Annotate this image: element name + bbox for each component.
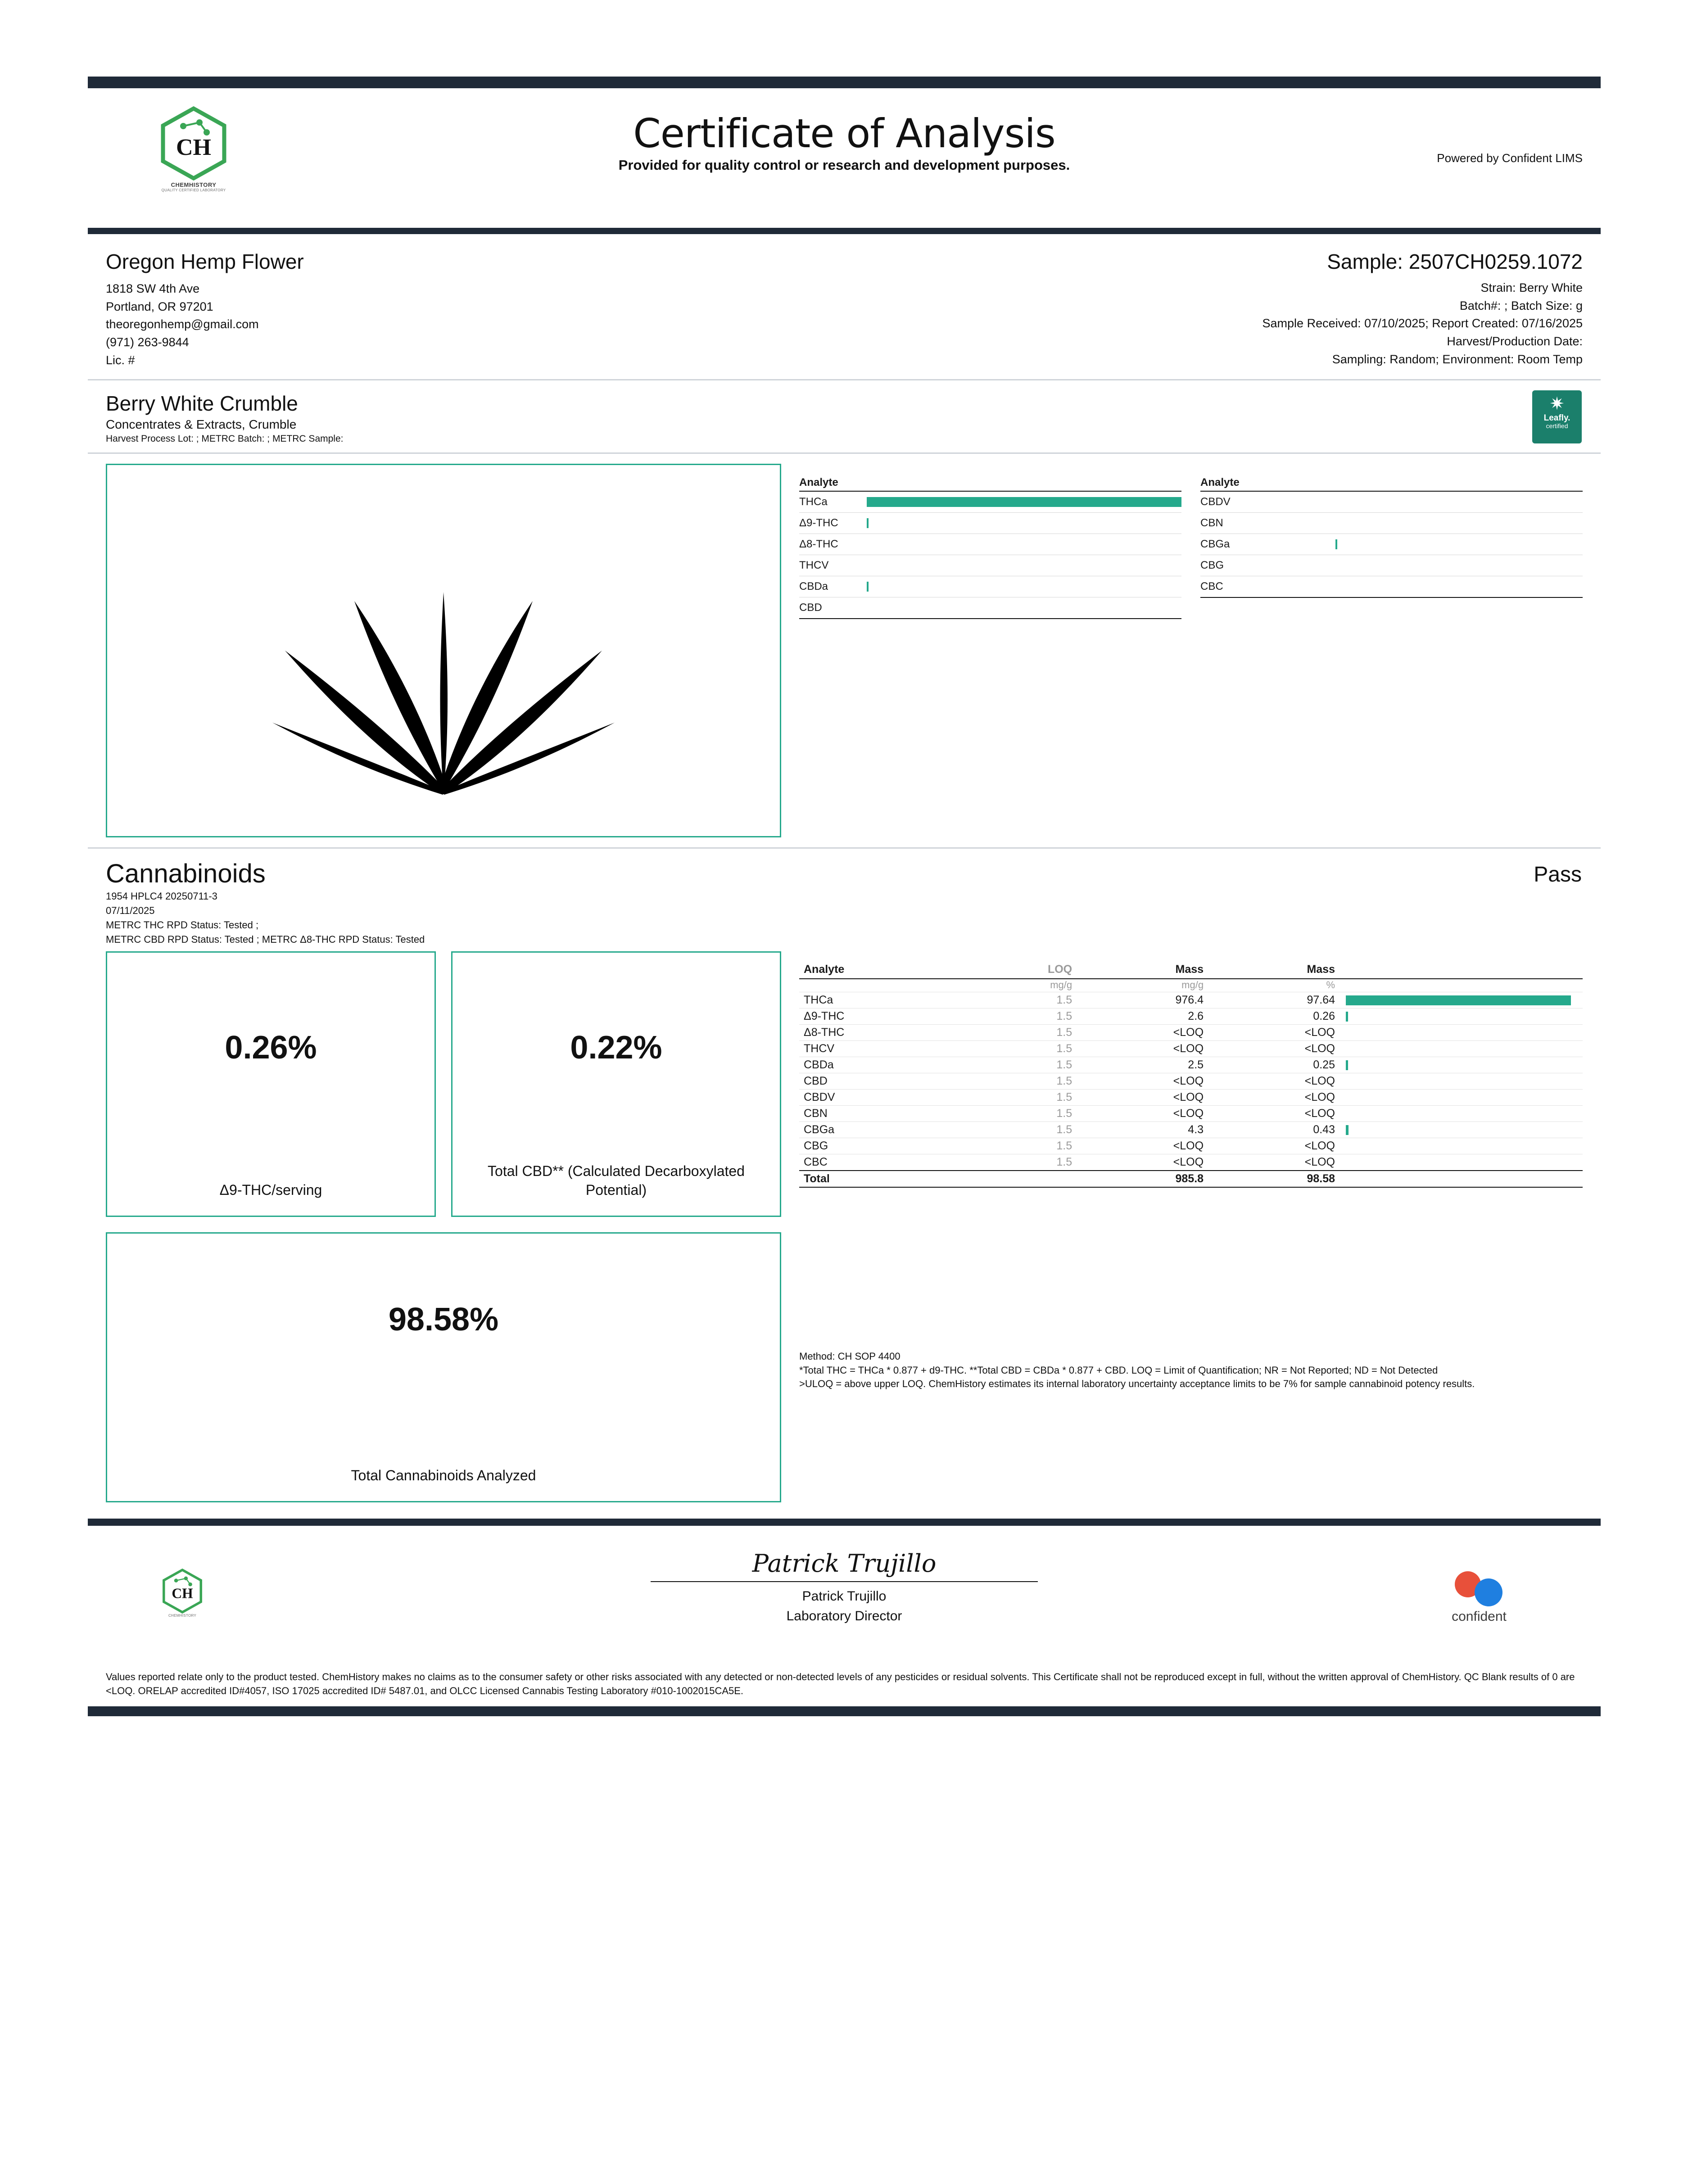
mini-chart-header-left: Analyte <box>799 476 1181 492</box>
mini-analyte-name: CBG <box>1200 559 1224 572</box>
footer-logo-wordmark: CHEMHISTORY <box>168 1614 197 1618</box>
leafly-badge-name: Leafly. <box>1543 413 1570 423</box>
mini-analyte-name: CBDa <box>799 580 828 593</box>
sample-batch: Batch#: ; Batch Size: g <box>1459 298 1583 312</box>
mini-row <box>799 534 1181 555</box>
cell-analyte: CBDa <box>799 1057 965 1073</box>
table-row <box>799 992 1583 1008</box>
leafly-badge-cert: certified <box>1546 422 1568 430</box>
total-label: Total <box>799 1171 965 1187</box>
mini-row <box>1200 576 1583 598</box>
cannabinoids-meta-3: METRC THC RPD Status: Tested ; <box>106 919 259 931</box>
table-row <box>799 1057 1583 1073</box>
method-line-2: *Total THC = THCa * 0.877 + d9-THC. **Total CBD = CBDa * 0.877 + CBD. LOQ = Limit of Quantification; NR = Not Reported; ND = Not Detected <box>799 1364 1438 1376</box>
table-row <box>799 1025 1583 1041</box>
cell-mass-mg: <LOQ <box>1077 1090 1208 1106</box>
cell-bar <box>1340 1041 1583 1057</box>
mini-analyte-name: CBC <box>1200 580 1223 593</box>
mini-row <box>799 555 1181 576</box>
cell-bar <box>1340 1090 1583 1106</box>
cannabis-leaf-icon <box>196 479 691 822</box>
sample-photo <box>106 464 781 837</box>
mini-row <box>799 576 1181 597</box>
mini-row <box>1200 555 1583 576</box>
logo-tagline: QUALITY CERTIFIED LABORATORY <box>161 188 226 192</box>
cell-loq: 1.5 <box>965 1138 1077 1154</box>
table-row <box>799 1138 1583 1154</box>
summary-card-total-cbd <box>451 951 781 1217</box>
sample-sampling: Sampling: Random; Environment: Room Temp <box>1332 352 1583 366</box>
mini-chart-header-right: Analyte <box>1200 476 1583 492</box>
cell-loq: 1.5 <box>965 1073 1077 1090</box>
cannabinoids-body <box>106 951 1583 1502</box>
product-name: Berry White Crumble <box>106 392 298 416</box>
total-loq <box>965 1171 1077 1187</box>
sample-strain: Strain: Berry White <box>1480 281 1583 294</box>
value-bar <box>1346 1060 1348 1070</box>
client-address1: 1818 SW 4th Ave <box>106 282 200 295</box>
powered-by-label: Powered by Confident LIMS <box>1437 151 1583 165</box>
product-band <box>88 380 1601 454</box>
mini-row <box>799 597 1181 619</box>
mini-row <box>799 513 1181 534</box>
signatory-name: Patrick Trujillo <box>802 1589 887 1604</box>
mini-analyte-name: Δ8-THC <box>799 538 838 551</box>
total-mass-pct: 98.58 <box>1208 1171 1340 1187</box>
cell-bar <box>1340 1057 1583 1073</box>
col-loq: LOQ <box>965 962 1077 979</box>
signature-block <box>642 1546 1047 1626</box>
cell-analyte: CBGa <box>799 1122 965 1138</box>
mini-bar-area <box>867 518 1181 528</box>
mini-bar-area <box>1268 582 1583 592</box>
cell-loq: 1.5 <box>965 1122 1077 1138</box>
sample-image-row <box>88 454 1601 849</box>
disclaimer-text: Values reported relate only to the product tested. ChemHistory makes no claims as to the consumer safety or other risks associated with any detected or non-detected levels of any pesticides or residual solvents. This Certificate shall not be reproduced except in full, without the written approval of ChemHistory. QC Blank results of 0 are <LOQ. ORELAP accredited ID#4057, ISO 17025 accredited ID# 5487.01, and OLCC Licensed Cannabis Testing Laboratory #010-1002015CA5E. <box>106 1671 1575 1697</box>
mini-bar-area <box>867 497 1181 507</box>
cell-mass-mg: <LOQ <box>1077 1041 1208 1057</box>
total-bar <box>1340 1171 1583 1187</box>
cell-mass-mg: 2.6 <box>1077 1008 1208 1025</box>
confident-wordmark: confident <box>1452 1609 1507 1624</box>
signature-row <box>88 1526 1601 1661</box>
mini-bar <box>1335 539 1337 549</box>
method-notes <box>799 1350 1583 1391</box>
table-row <box>799 1122 1583 1138</box>
mini-bar-area <box>1268 518 1583 528</box>
cell-loq: 1.5 <box>965 992 1077 1008</box>
cell-loq: 1.5 <box>965 1041 1077 1057</box>
cell-mass-mg: 4.3 <box>1077 1122 1208 1138</box>
footer-rule <box>88 1519 1601 1526</box>
cannabinoids-table-side <box>799 951 1583 1502</box>
cell-analyte: CBG <box>799 1138 965 1154</box>
mini-analyte-name: Δ9-THC <box>799 517 838 529</box>
client-phone: (971) 263-9844 <box>106 335 189 349</box>
logo-wordmark: CHEMHISTORY <box>171 181 217 188</box>
client-license: Lic. # <box>106 353 135 367</box>
cannabinoids-title: Cannabinoids <box>106 859 266 889</box>
signatory-title: Laboratory Director <box>786 1608 902 1623</box>
cell-loq: 1.5 <box>965 1008 1077 1025</box>
cell-analyte: CBC <box>799 1154 965 1171</box>
cell-mass-mg: <LOQ <box>1077 1138 1208 1154</box>
product-type: Concentrates & Extracts, Crumble <box>106 417 297 432</box>
mini-bar-area <box>1268 539 1583 549</box>
cell-loq: 1.5 <box>965 1090 1077 1106</box>
mini-row <box>1200 492 1583 513</box>
table-row <box>799 1106 1583 1122</box>
method-line-1: Method: CH SOP 4400 <box>799 1351 901 1362</box>
mini-bar-area <box>867 539 1181 549</box>
unit-analyte <box>799 979 965 992</box>
cannabinoids-meta-2: 07/11/2025 <box>106 905 155 917</box>
mini-bar-area <box>867 561 1181 570</box>
top-rule <box>88 77 1601 88</box>
card-value: 0.26% <box>225 1030 317 1066</box>
summary-card-row <box>106 951 781 1217</box>
mini-bar-area <box>867 582 1181 592</box>
unit-loq: mg/g <box>965 979 1077 992</box>
coa-sheet <box>88 77 1601 1716</box>
info-band <box>88 234 1601 380</box>
mini-analyte-name: CBN <box>1200 517 1223 529</box>
cell-analyte: Δ8-THC <box>799 1025 965 1041</box>
mini-bar-area <box>1268 497 1583 507</box>
leafly-certified-badge <box>1532 390 1582 443</box>
card-value: 98.58% <box>388 1302 499 1338</box>
client-name: Oregon Hemp Flower <box>106 250 304 273</box>
cell-bar <box>1340 1154 1583 1171</box>
leafly-star-icon: ✷ <box>1549 394 1565 414</box>
table-row <box>799 1090 1583 1106</box>
cell-mass-pct: <LOQ <box>1208 1154 1340 1171</box>
mini-analyte-name: CBDV <box>1200 496 1231 508</box>
card-value: 0.22% <box>570 1030 662 1066</box>
cell-mass-pct: 0.25 <box>1208 1057 1340 1073</box>
summary-card-total-cannabinoids <box>106 1232 781 1502</box>
title-block <box>88 88 1601 173</box>
header-rule <box>88 228 1601 234</box>
analyte-mini-column-left <box>799 476 1181 837</box>
confident-dot-blue <box>1475 1578 1502 1606</box>
cell-analyte: CBDV <box>799 1090 965 1106</box>
mini-row <box>1200 513 1583 534</box>
bottom-rule <box>88 1706 1601 1716</box>
mini-analyte-name: CBGa <box>1200 538 1230 551</box>
mini-bar <box>867 497 1181 507</box>
cannabinoids-meta-1: 1954 HPLC4 20250711-3 <box>106 891 217 902</box>
cell-bar <box>1340 1073 1583 1090</box>
cell-loq: 1.5 <box>965 1154 1077 1171</box>
page-subtitle: Provided for quality control or research and development purposes. <box>618 157 1070 173</box>
signature-line <box>651 1581 1038 1582</box>
method-line-3: >ULOQ = above upper LOQ. ChemHistory estimates its internal laboratory uncertainty acceptance limits to be 7% for sample cannabinoid potency results. <box>799 1378 1475 1389</box>
product-lot: Harvest Process Lot: ; METRC Batch: ; METRC Sample: <box>106 434 344 444</box>
chemhistory-logo <box>142 106 245 192</box>
table-row <box>799 1008 1583 1025</box>
value-bar <box>1346 1125 1349 1135</box>
document-header <box>88 88 1601 223</box>
cell-analyte: THCV <box>799 1041 965 1057</box>
cell-loq: 1.5 <box>965 1057 1077 1073</box>
sample-harvest-date: Harvest/Production Date: <box>1447 335 1583 348</box>
cell-bar <box>1340 1106 1583 1122</box>
mini-row <box>799 492 1181 513</box>
card-label: Δ9-THC/serving <box>219 1181 322 1198</box>
table-row <box>799 1041 1583 1057</box>
client-address2: Portland, OR 97201 <box>106 299 213 313</box>
signature-image: Patrick Trujillo <box>752 1549 937 1578</box>
footer-chemhistory-logo <box>142 1569 223 1618</box>
cell-mass-mg: <LOQ <box>1077 1154 1208 1171</box>
cell-analyte: CBD <box>799 1073 965 1090</box>
analyte-mini-charts <box>799 464 1583 837</box>
cell-loq: 1.5 <box>965 1025 1077 1041</box>
mini-bar <box>867 582 869 592</box>
cell-mass-mg: <LOQ <box>1077 1106 1208 1122</box>
cell-mass-pct: <LOQ <box>1208 1073 1340 1090</box>
cell-mass-pct: <LOQ <box>1208 1138 1340 1154</box>
client-info <box>106 249 304 369</box>
analyte-mini-column-right <box>1200 476 1583 837</box>
cell-analyte: Δ9-THC <box>799 1008 965 1025</box>
client-email: theoregonhemp@gmail.com <box>106 317 259 331</box>
cell-mass-mg: <LOQ <box>1077 1025 1208 1041</box>
summary-card-thc-serving <box>106 951 436 1217</box>
summary-cards <box>106 951 781 1502</box>
unit-mass-pct: % <box>1208 979 1340 992</box>
total-mass-mg: 985.8 <box>1077 1171 1208 1187</box>
cell-bar <box>1340 1008 1583 1025</box>
cannabinoids-table <box>799 962 1583 1188</box>
cell-mass-mg: 976.4 <box>1077 992 1208 1008</box>
cell-bar <box>1340 1025 1583 1041</box>
value-bar <box>1346 1012 1348 1022</box>
svg-text:CH: CH <box>176 135 211 160</box>
confident-dots-icon <box>1412 1569 1547 1609</box>
table-units-row <box>799 979 1583 992</box>
cell-analyte: THCa <box>799 992 965 1008</box>
hexagon-logo-icon <box>160 106 227 181</box>
cell-mass-pct: <LOQ <box>1208 1041 1340 1057</box>
col-mass-pct: Mass <box>1208 962 1340 979</box>
cell-bar <box>1340 1138 1583 1154</box>
cell-mass-mg: 2.5 <box>1077 1057 1208 1073</box>
cannabinoids-meta-4: METRC CBD RPD Status: Tested ; METRC Δ8-THC RPD Status: Tested <box>106 933 425 945</box>
cell-analyte: CBN <box>799 1106 965 1122</box>
mini-bar-area <box>867 603 1181 613</box>
cell-mass-pct: <LOQ <box>1208 1025 1340 1041</box>
cell-mass-pct: 0.43 <box>1208 1122 1340 1138</box>
table-header-row <box>799 962 1583 979</box>
table-row <box>799 1154 1583 1171</box>
mini-analyte-name: THCV <box>799 559 829 572</box>
page-title: Certificate of Analysis <box>633 110 1055 157</box>
status-badge: Pass <box>1534 863 1582 887</box>
unit-bar <box>1340 979 1583 992</box>
confident-logo <box>1412 1569 1547 1624</box>
col-mass-mg: Mass <box>1077 962 1208 979</box>
table-row <box>799 1073 1583 1090</box>
cell-mass-pct: 0.26 <box>1208 1008 1340 1025</box>
col-analyte: Analyte <box>799 962 965 979</box>
mini-analyte-name: THCa <box>799 496 828 508</box>
cell-mass-pct: <LOQ <box>1208 1090 1340 1106</box>
cell-bar <box>1340 992 1583 1008</box>
table-total-row <box>799 1171 1583 1187</box>
cell-mass-pct: <LOQ <box>1208 1106 1340 1122</box>
hexagon-logo-icon <box>162 1569 203 1614</box>
svg-text:CH: CH <box>172 1585 193 1601</box>
card-label: Total Cannabinoids Analyzed <box>351 1467 536 1483</box>
mini-analyte-name: CBD <box>799 601 822 614</box>
cannabinoids-section <box>88 849 1601 1516</box>
cell-bar <box>1340 1122 1583 1138</box>
mini-bar-area <box>1268 561 1583 570</box>
cell-loq: 1.5 <box>965 1106 1077 1122</box>
mini-row <box>1200 534 1583 555</box>
card-label: Total CBD** (Calculated Decarboxylated Potential) <box>488 1163 745 1198</box>
mini-bar <box>867 518 869 528</box>
sample-info <box>1263 249 1583 369</box>
cell-mass-pct: 97.64 <box>1208 992 1340 1008</box>
sample-dates: Sample Received: 07/10/2025; Report Created: 07/16/2025 <box>1262 317 1583 330</box>
cell-mass-mg: <LOQ <box>1077 1073 1208 1090</box>
unit-mass-mg: mg/g <box>1077 979 1208 992</box>
sample-id: Sample: 2507CH0259.1072 <box>1327 250 1583 273</box>
col-bar <box>1340 962 1583 979</box>
value-bar <box>1346 995 1571 1005</box>
